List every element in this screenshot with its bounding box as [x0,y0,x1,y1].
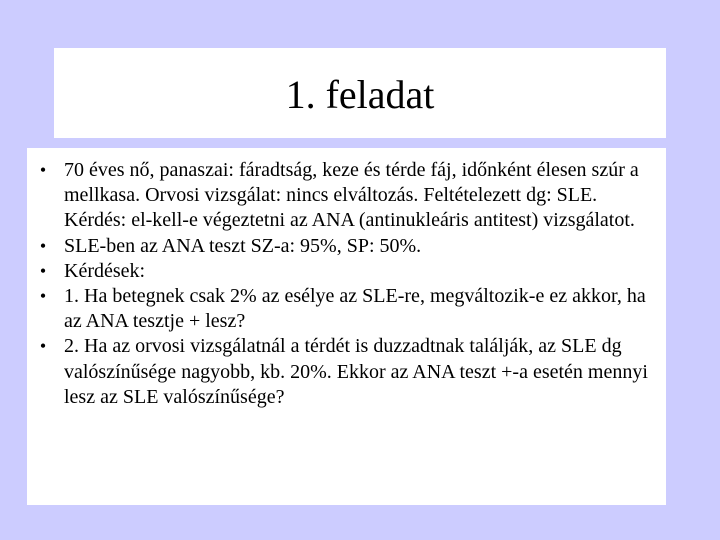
bullet-text: Kérdések: [64,259,146,282]
content-panel [27,148,666,505]
bullet-text: 1. Ha betegnek csak 2% az esélye az SLE-re, megváltozik-e ez akkor, ha az ANA tesztje + lesz? [64,285,646,333]
bullet-item [34,259,654,284]
slide-title: 1. feladat [285,72,435,117]
bullet-icon: • [39,260,47,281]
bullet-text: 70 éves nő, panaszai: fáradtság, keze és térde fáj, időnként élesen szúr a mellkasa. Orvosi vizsgálat: nincs elváltozás. Feltételezett dg: SLE. Kérdés: el-kell-e végeztetni az ANA (antinukleáris antitest) vizsgálatot. [64,159,639,232]
bullet-text: 2. Ha az orvosi vizsgálatnál a térdét is duzzadtnak találják, az SLE dg valószínűsége nagyobb, kb. 20%. Ekkor az ANA teszt +-a esetén mennyi lesz az SLE valószínűsége? [64,335,648,408]
bullet-icon: • [39,336,47,357]
bullet-icon: • [39,235,47,256]
bullet-icon: • [39,286,47,307]
bullet-list [34,158,654,410]
title-panel [54,48,666,138]
bullet-text: SLE-ben az ANA teszt SZ-a: 95%, SP: 50%. [64,234,422,257]
bullet-item [34,234,654,259]
bullet-item [34,334,654,410]
bullet-item [34,158,654,234]
bullet-item [34,284,654,334]
bullet-icon: • [39,160,47,180]
